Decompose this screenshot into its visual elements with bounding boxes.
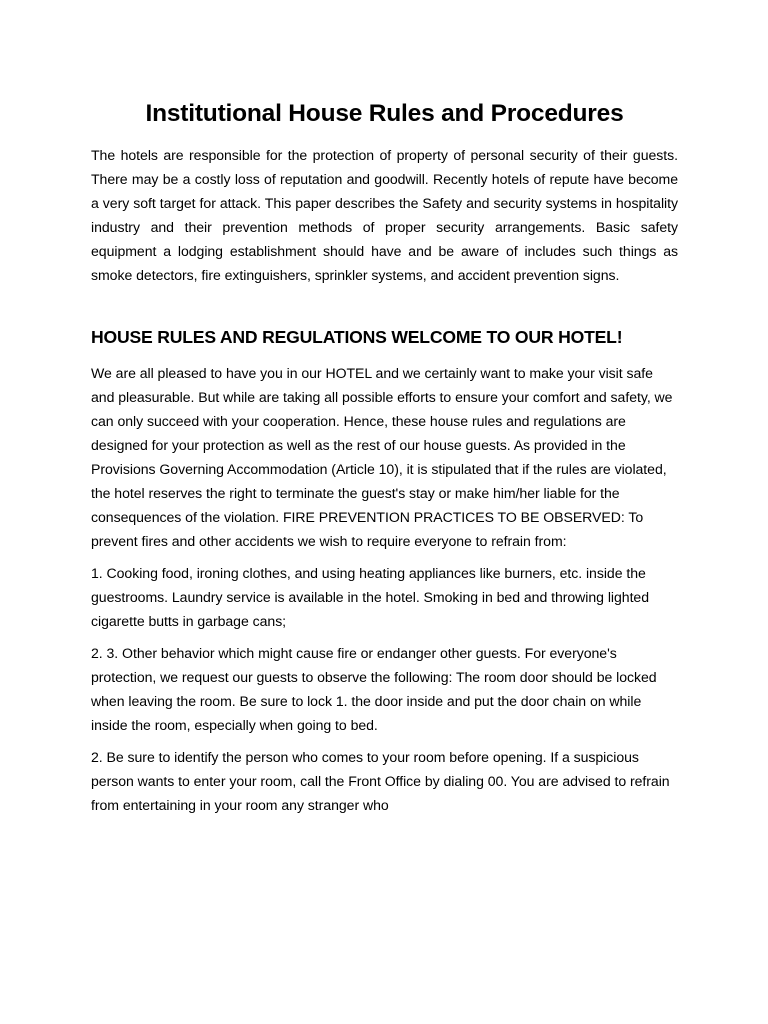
document-title: Institutional House Rules and Procedures xyxy=(145,100,624,127)
rule-paragraph-identify: 2. Be sure to identify the person who comes to your room before opening. If a suspicious person wants to enter your room, call the Front Office by dialing 00. You are advised to refrain from entertaining in your room any stranger who xyxy=(91,749,670,813)
intro-paragraph: The hotels are responsible for the protection of property of personal security of their guests. There may be a costly loss of reputation and goodwill. Recently hotels of repute have become a very soft target for attack. This paper describes the Safety and security systems in hospitality industry and their prevention methods of proper security arrangements. Basic safety equipment a lodging establishment should have and be aware of includes such things as smoke detectors, fire extinguishers, sprinkler systems, and accident prevention signs. xyxy=(91,147,678,283)
rule-paragraph-behavior: 2. 3. Other behavior which might cause fire or endanger other guests. For everyone's protection, we request our guests to observe the following: The room door should be locked when leaving the room. Be sure to lock 1. the door inside and put the door chain on while inside the room, especially when going to bed. xyxy=(91,645,657,733)
section-heading: HOUSE RULES AND REGULATIONS WELCOME TO OUR HOTEL! xyxy=(91,327,623,347)
welcome-paragraph: We are all pleased to have you in our HOTEL and we certainly want to make your visit safe and pleasurable. But while are taking all possible efforts to ensure your comfort and safety, we can only succeed with your cooperation. Hence, these house rules and regulations are designed for your protection as well as the rest of our house guests. As provided in the Provisions Governing Accommodation (Article 10), it is stipulated that if the rules are violated, the hotel reserves the right to terminate the guest's stay or make him/her liable for the consequences of the violation. FIRE PREVENTION PRACTICES TO BE OBSERVED: To prevent fires and other accidents we wish to require everyone to refrain from: xyxy=(91,365,673,549)
rule-paragraph-cooking: 1. Cooking food, ironing clothes, and using heating appliances like burners, etc. inside the guestrooms. Laundry service is available in the hotel. Smoking in bed and throwing lighted cigarette butts in garbage cans; xyxy=(91,565,650,629)
document-page xyxy=(91,0,678,817)
